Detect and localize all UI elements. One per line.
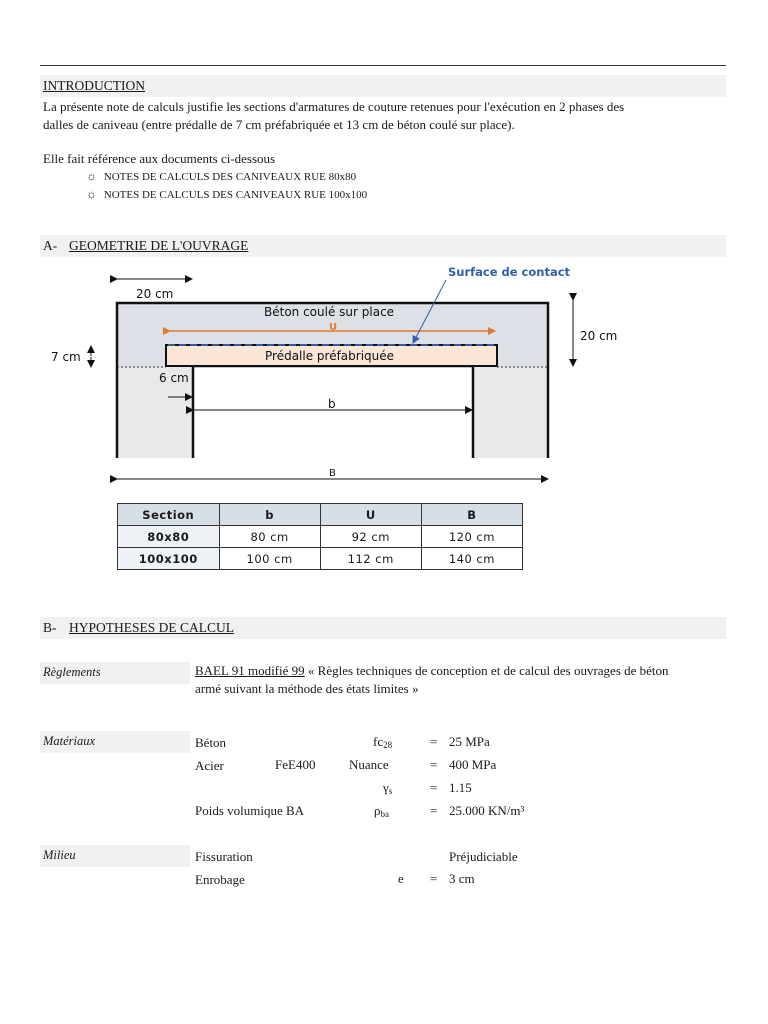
milieu-label: Milieu: [43, 848, 76, 862]
table-cell: 112 cm: [320, 548, 421, 570]
predalle-label: Prédalle préfabriquée: [265, 349, 395, 363]
table-row-header: 100x100: [118, 548, 220, 570]
sections-table: [117, 503, 523, 570]
materiaux-label: Matériaux: [43, 734, 96, 748]
gear-bullet-icon: ☼: [86, 187, 97, 201]
rho-sub: ba: [380, 809, 389, 819]
table-cell: 80 cm: [219, 526, 320, 548]
rho-ba-value: 25.000 KN/m³: [449, 803, 525, 818]
table-header-cell: b: [219, 504, 320, 526]
nuance-label: Nuance: [349, 757, 389, 772]
section-a-title: GEOMETRIE DE L'OUVRAGE: [69, 238, 249, 253]
poids-name: Poids volumique BA: [195, 803, 305, 818]
gamma-sub: s: [388, 786, 393, 796]
section-b-title: HYPOTHESES DE CALCUL: [69, 620, 235, 635]
surface-contact-label: Surface de contact: [448, 265, 571, 279]
section-a-number: A-: [43, 238, 58, 253]
dim-6cm-label: 6 cm: [159, 371, 189, 385]
intro-line-2: dalles de caniveau (entre prédalle de 7 cm préfabriquée et 13 cm de béton coulé sur place).: [43, 117, 515, 132]
u-label: U: [329, 322, 338, 333]
table-cell: 120 cm: [421, 526, 522, 548]
enrobage-name: Enrobage: [195, 872, 245, 887]
fc28-value: 25 MPa: [449, 734, 490, 749]
reglements-ref: BAEL 91 modifié 99: [195, 663, 305, 678]
intro-line-1: La présente note de calculs justifie les sections d'armatures de couture retenues pour l'exécution en 2 phases des: [43, 99, 625, 114]
fc-sub: 28: [383, 740, 393, 750]
rho-text: ρ: [374, 803, 381, 818]
nuance-value: 400 MPa: [449, 757, 497, 772]
bullet-text: NOTES DE CALCULS DES CANIVEAUX RUE 80x80: [103, 171, 357, 183]
intro-ref-text: Elle fait référence aux documents ci-dessous: [43, 151, 276, 166]
dim-7cm-label: 7 cm: [51, 350, 81, 364]
beton-label: Béton coulé sur place: [264, 305, 395, 319]
reglements-text-1: [195, 662, 730, 679]
table-row: [118, 526, 523, 548]
section-b-number: B-: [43, 620, 57, 635]
dim-20cm-top-label: 20 cm: [136, 287, 174, 301]
table-row-header: 80x80: [118, 526, 220, 548]
slab-bottom: [193, 366, 473, 458]
reglements-text-2: armé suivant la méthode des états limites »: [195, 681, 419, 696]
eq-sign: =: [430, 734, 438, 749]
fissuration-name: Fissuration: [195, 849, 253, 864]
dim-20cm-right-label: 20 cm: [580, 329, 618, 343]
table-header-cell: B: [421, 504, 522, 526]
table-cell: 92 cm: [320, 526, 421, 548]
intro-title: INTRODUCTION: [43, 78, 145, 93]
gamma-s-symbol: [383, 779, 392, 800]
B-label: B: [329, 468, 336, 479]
beton-name: Béton: [195, 735, 227, 750]
gamma-text: γ: [383, 780, 389, 795]
geometry-diagram: [0, 0, 768, 500]
eq-sign: =: [430, 871, 438, 886]
eq-sign: =: [430, 803, 438, 818]
e-symbol: e: [398, 871, 404, 886]
table-cell: 140 cm: [421, 548, 522, 570]
fc-text: fc: [373, 734, 384, 749]
enrobage-value: 3 cm: [449, 871, 475, 886]
eq-sign: =: [430, 780, 438, 795]
reglements-desc: « Règles techniques de conception et de calcul des ouvrages de béton: [304, 663, 669, 678]
table-cell: 100 cm: [219, 548, 320, 570]
acier-grade: FeE400: [275, 757, 316, 772]
acier-name: Acier: [195, 758, 224, 773]
fissuration-value: Préjudiciable: [449, 849, 518, 864]
eq-sign: =: [430, 757, 438, 772]
sun-bullet-icon: ☼: [86, 169, 97, 183]
b-label: b: [328, 397, 336, 411]
fc28-symbol: [373, 733, 392, 754]
reglements-label: Règlements: [43, 665, 101, 679]
rho-ba-symbol: [374, 802, 389, 823]
table-header-cell: Section: [118, 504, 220, 526]
gamma-s-value: 1.15: [449, 780, 472, 795]
table-row: [118, 548, 523, 570]
bullet-text: NOTES DE CALCULS DES CANIVEAUX RUE 100x100: [103, 189, 368, 201]
table-header-cell: U: [320, 504, 421, 526]
table-header-row: [118, 504, 523, 526]
